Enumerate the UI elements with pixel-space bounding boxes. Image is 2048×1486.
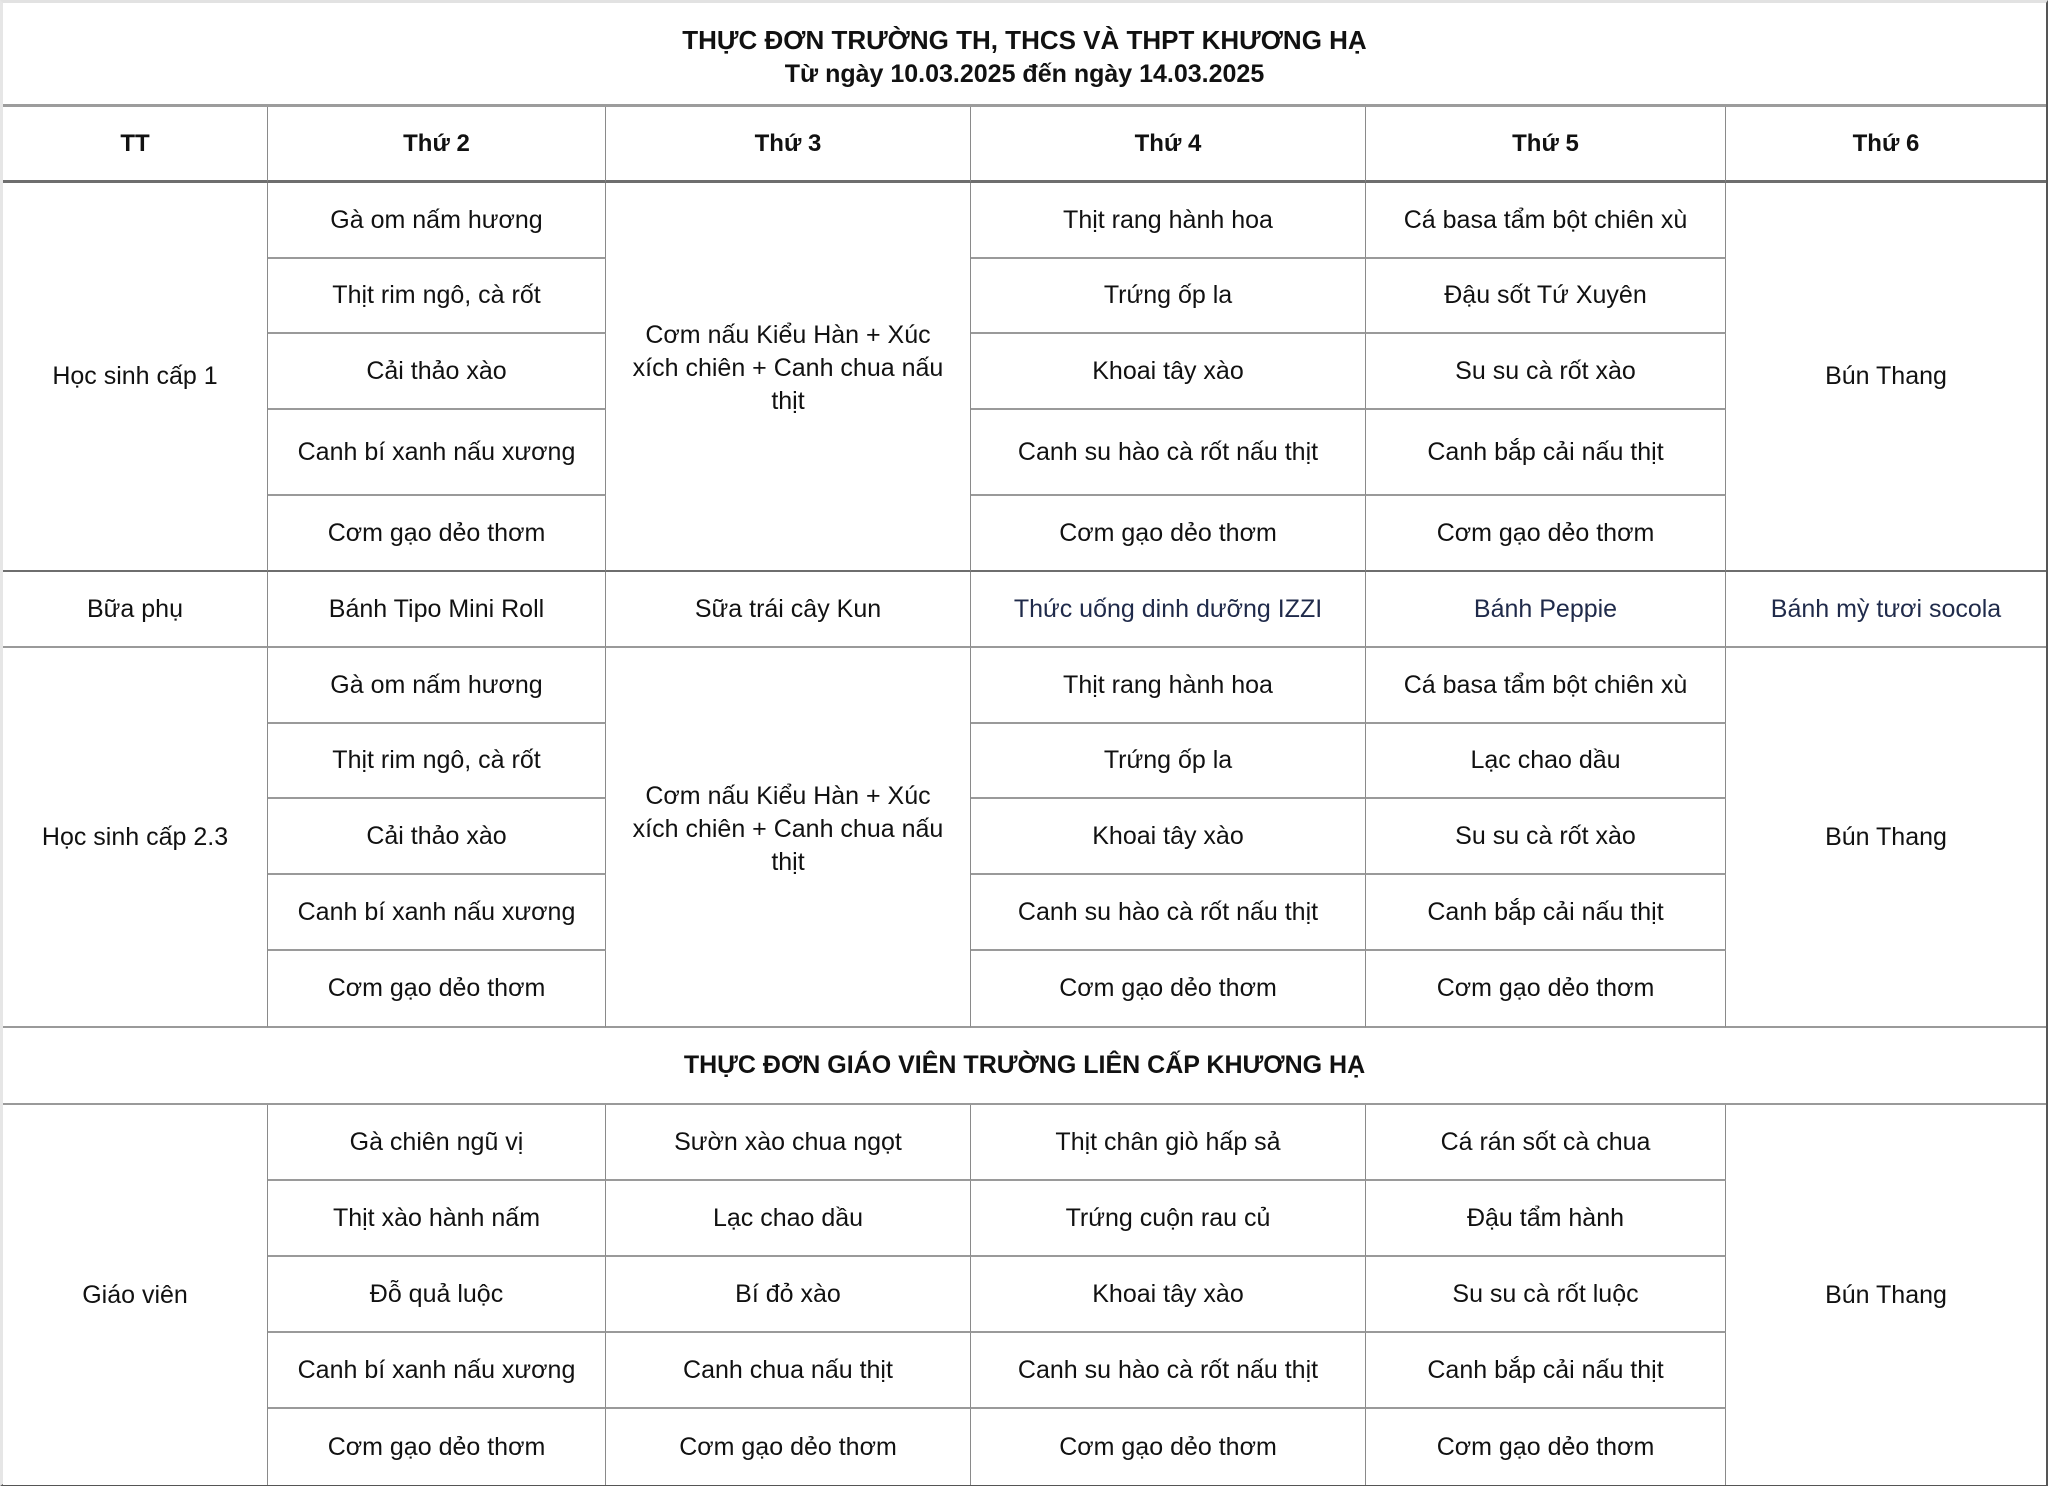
combo-dish-text: Cơm nấu Kiểu Hàn + Xúc xích chiên + Canh chua nấu thịt: [632, 321, 944, 415]
snack-cell: Bánh mỳ tươi socola: [1726, 572, 2046, 648]
snack-cell: Bánh Peppie: [1366, 572, 1726, 648]
dish-cell: Cơm gạo dẻo thơm: [971, 951, 1366, 1028]
dish-cell: Canh bí xanh nấu xương: [268, 410, 606, 496]
dish-cell: Thịt xào hành nấm: [268, 1181, 606, 1257]
header-friday: Thứ 6: [1726, 107, 2046, 183]
header-monday: Thứ 2: [268, 107, 606, 183]
dish-cell: Sườn xào chua ngọt: [606, 1105, 971, 1181]
dish-cell: Cải thảo xào: [268, 799, 606, 875]
dish-cell: Cơm gạo dẻo thơm: [268, 496, 606, 572]
dish-cell: Cải thảo xào: [268, 334, 606, 410]
dish-cell: Trứng ốp la: [971, 259, 1366, 334]
snack-cell: Thức uống dinh dưỡng IZZI: [971, 572, 1366, 648]
header-thursday: Thứ 5: [1366, 107, 1726, 183]
snack-cell: Sữa trái cây Kun: [606, 572, 971, 648]
dish-cell: Canh bắp cải nấu thịt: [1366, 1333, 1726, 1409]
snack-cell: Bánh Tipo Mini Roll: [268, 572, 606, 648]
teacher-section-title: THỰC ĐƠN GIÁO VIÊN TRƯỜNG LIÊN CẤP KHƯƠNG HẠ: [3, 1028, 2046, 1105]
friday-dish-cell: Bún Thang: [1726, 183, 2046, 572]
dish-cell: Canh bắp cải nấu thịt: [1366, 875, 1726, 951]
dish-cell: Canh bí xanh nấu xương: [268, 875, 606, 951]
dish-cell: Canh bắp cải nấu thịt: [1366, 410, 1726, 496]
group-label-level23: Học sinh cấp 2.3: [3, 648, 268, 1028]
dish-cell: Cơm gạo dẻo thơm: [1366, 496, 1726, 572]
header-wednesday: Thứ 4: [971, 107, 1366, 183]
dish-cell: Canh su hào cà rốt nấu thịt: [971, 1333, 1366, 1409]
dish-cell: Gà om nấm hương: [268, 648, 606, 724]
dish-cell: Cá basa tẩm bột chiên xù: [1366, 648, 1726, 724]
dish-cell: Thịt rim ngô, cà rốt: [268, 259, 606, 334]
dish-cell: Su su cà rốt xào: [1366, 799, 1726, 875]
combo-dish-cell: [606, 183, 971, 572]
dish-cell: Gà om nấm hương: [268, 183, 606, 259]
dish-cell: Canh su hào cà rốt nấu thịt: [971, 875, 1366, 951]
dish-cell: Khoai tây xào: [971, 1257, 1366, 1333]
dish-cell: Canh su hào cà rốt nấu thịt: [971, 410, 1366, 496]
menu-table: [3, 3, 2046, 1484]
dish-cell: Cơm gạo dẻo thơm: [606, 1409, 971, 1485]
dish-cell: Thịt rang hành hoa: [971, 648, 1366, 724]
dish-cell: Đậu tẩm hành: [1366, 1181, 1726, 1257]
dish-cell: Khoai tây xào: [971, 799, 1366, 875]
dish-cell: Bí đỏ xào: [606, 1257, 971, 1333]
dish-cell: Đậu sốt Tứ Xuyên: [1366, 259, 1726, 334]
date-range: Từ ngày 10.03.2025 đến ngày 14.03.2025: [784, 59, 1265, 88]
dish-cell: Su su cà rốt luộc: [1366, 1257, 1726, 1333]
dish-cell: Cơm gạo dẻo thơm: [268, 951, 606, 1028]
dish-cell: Cơm gạo dẻo thơm: [971, 1409, 1366, 1485]
dish-cell: Thịt chân giò hấp sả: [971, 1105, 1366, 1181]
snack-label: Bữa phụ: [3, 572, 268, 648]
dish-cell: Cơm gạo dẻo thơm: [268, 1409, 606, 1485]
header-tuesday: Thứ 3: [606, 107, 971, 183]
dish-cell: Canh bí xanh nấu xương: [268, 1333, 606, 1409]
group-label-level1: Học sinh cấp 1: [3, 183, 268, 572]
combo-dish-text: Cơm nấu Kiểu Hàn + Xúc xích chiên + Canh chua nấu thịt: [632, 781, 944, 876]
dish-cell: Su su cà rốt xào: [1366, 334, 1726, 410]
dish-cell: Cơm gạo dẻo thơm: [1366, 951, 1726, 1028]
dish-cell: Lạc chao dầu: [606, 1181, 971, 1257]
friday-dish-cell: Bún Thang: [1726, 1105, 2046, 1485]
dish-cell: Gà chiên ngũ vị: [268, 1105, 606, 1181]
group-label-teachers: Giáo viên: [3, 1105, 268, 1485]
combo-dish-cell: [606, 648, 971, 1028]
dish-cell: Khoai tây xào: [971, 334, 1366, 410]
header-tt: TT: [3, 107, 268, 183]
dish-cell: Trứng ốp la: [971, 724, 1366, 799]
dish-cell: Thịt rim ngô, cà rốt: [268, 724, 606, 799]
dish-cell: Cá basa tẩm bột chiên xù: [1366, 183, 1726, 259]
document-title-block: [3, 3, 2046, 107]
dish-cell: Cá rán sốt cà chua: [1366, 1105, 1726, 1181]
dish-cell: Canh chua nấu thịt: [606, 1333, 971, 1409]
dish-cell: Cơm gạo dẻo thơm: [971, 496, 1366, 572]
dish-cell: Đỗ quả luộc: [268, 1257, 606, 1333]
dish-cell: Lạc chao dầu: [1366, 724, 1726, 799]
dish-cell: Thịt rang hành hoa: [971, 183, 1366, 259]
dish-cell: Trứng cuộn rau củ: [971, 1181, 1366, 1257]
document-title: THỰC ĐƠN TRƯỜNG TH, THCS VÀ THPT KHƯƠNG HẠ: [682, 24, 1367, 55]
dish-cell: Cơm gạo dẻo thơm: [1366, 1409, 1726, 1485]
friday-dish-cell: Bún Thang: [1726, 648, 2046, 1028]
